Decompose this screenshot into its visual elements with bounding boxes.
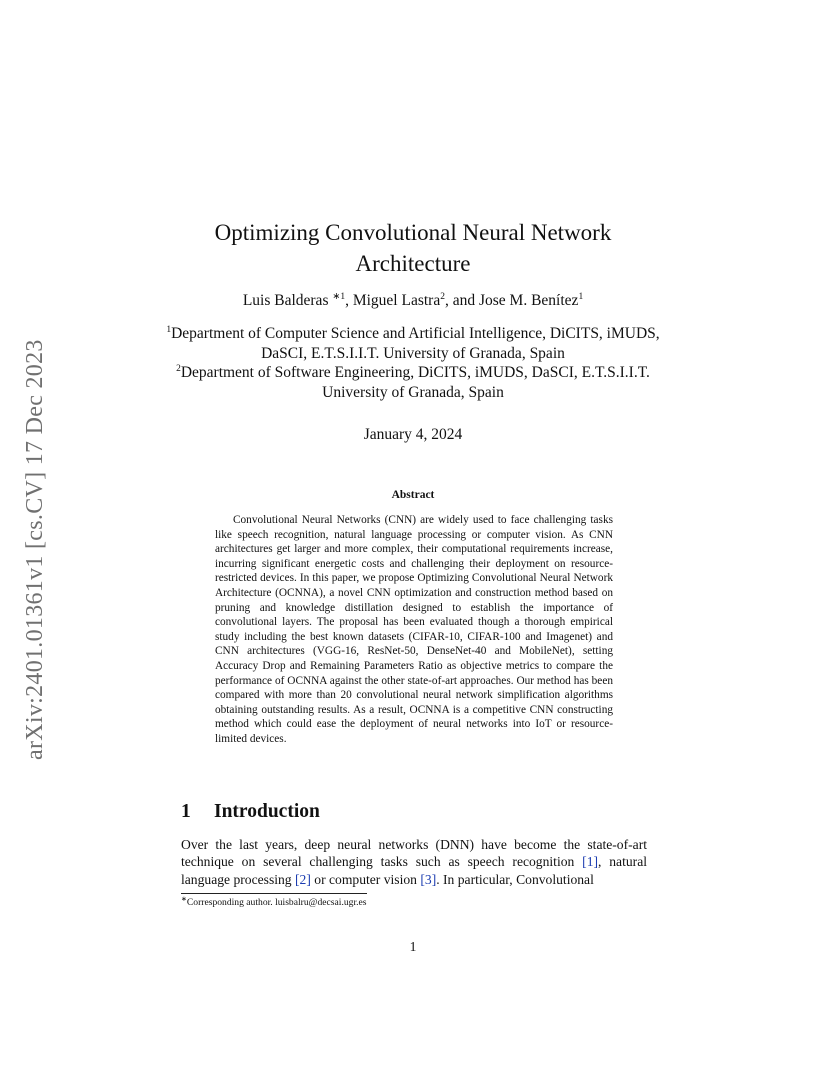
citation-link[interactable]: [3] [420, 871, 437, 887]
citation-link[interactable]: [1] [582, 854, 599, 870]
paper-title: Optimizing Convolutional Neural Network Architecture [214, 220, 612, 276]
intro-paragraph: Over the last years, deep neural networks (DNN) have become the state-of-art technique on several challenging tasks such as speech recognition [1], natural language processing [2] or computer vision [3]. In particular, Convolutional [181, 837, 648, 887]
section-heading [181, 801, 320, 823]
affiliation-1: $^1$Department of Computer Science and Artificial Intelligence, DiCITS, iMUDS, DaSCI, E.T.S.I.I.T. University of Granada, Spain [166, 325, 660, 362]
author-name: Miguel Lastra [352, 292, 441, 309]
arxiv-identifier-stamp: arXiv:2401.01361v1 [cs.CV] 17 Dec 2023 [22, 339, 48, 760]
author-mark: 2 [440, 292, 445, 302]
footnote-rule [181, 893, 367, 894]
affiliations [160, 324, 666, 402]
author-mark: 1 [578, 292, 584, 302]
paper-date: January 4, 2024 [363, 426, 463, 443]
page-number: 1 [409, 939, 417, 954]
abstract-heading: Abstract [391, 489, 435, 501]
author-mark: ∗1 [332, 292, 346, 302]
section-number: 1 [181, 801, 191, 822]
abstract-text: Convolutional Neural Networks (CNN) are widely used to face challenging tasks like speech recognition, natural language processing or computer vision. As CNN architectures get larger and more complex, their computational requirements increase, incurring significant energetic costs and challenging their deployment on resource-restricted devices. In this paper, we propose Optimizing Convolutional Neural Network Architecture (OCNNA), a novel CNN optimization and construction method based on pruning and knowledge distillation designed to establish the importance of convolutional layers. The proposal has been evaluated though a thorough empirical study including the best known datasets (CIFAR-10, CIFAR-100 and Imagenet) and CNN architectures (VGG-16, ResNet-50, DenseNet-40 and MobileNet), setting Accuracy Drop and Remaining Parameters Ratio as objective metrics to compare the performance of OCNNA against the other state-of-art approaches. Our method has been compared with more than 20 convolutional neural network simplification algorithms obtaining outstanding results. As a result, OCNNA is a competitive CNN constructing method which could ease the deployment of neural networks into IoT or resource-limited devices. [215, 514, 613, 745]
affiliation-2: $^2$Department of Software Engineering, DiCITS, iMUDS, DaSCI, E.T.S.I.I.T. University of Granada, Spain [176, 364, 650, 401]
footnote: ∗Corresponding author. luisbalru@decsai.ugr.es [181, 895, 367, 908]
section-title: Introduction [214, 801, 320, 822]
author-name: Jose M. Benítez [478, 292, 579, 309]
author-list: Luis Balderas $^{∗1}$, Miguel Lastra$^2$, and Jose M. Benítez$^1$ [242, 292, 584, 309]
author-name: Luis Balderas [242, 292, 329, 309]
citation-link[interactable]: [2] [295, 871, 311, 887]
